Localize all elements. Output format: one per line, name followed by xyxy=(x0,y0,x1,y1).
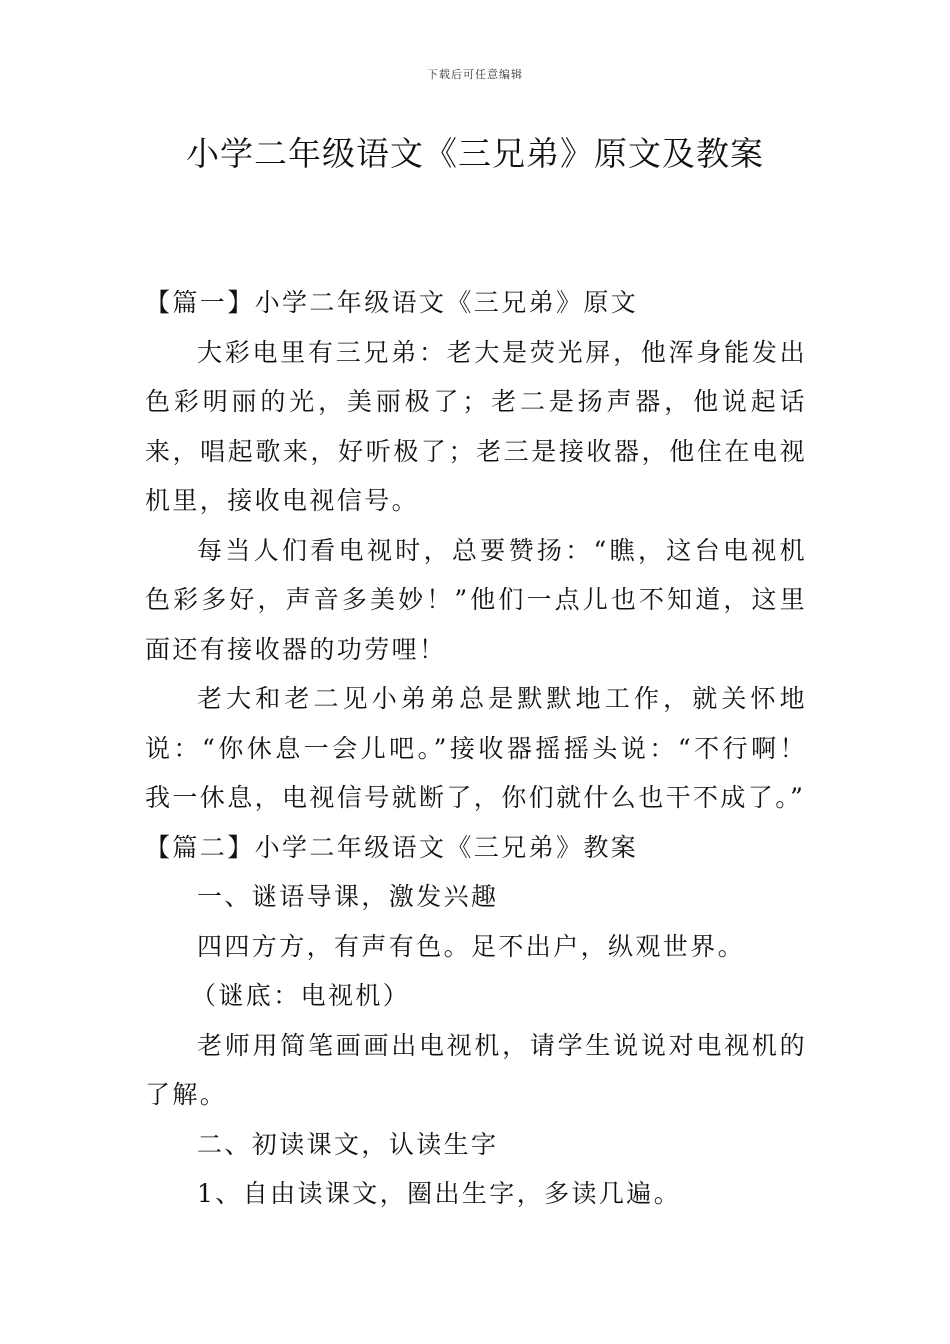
paragraph: 大彩电里有三兄弟：老大是荧光屏，他浑身能发出色彩明丽的光，美丽极了；老二是扬声器，他说起话来，唱起歌来，好听极了；老三是接收器，他住在电视机里，接收电视信号。 xyxy=(145,337,807,515)
paragraph: 四四方方，有声有色。足不出户，纵观世界。 xyxy=(197,931,746,961)
section-heading-1: 【篇一】小学二年级语文《三兄弟》原文 xyxy=(145,288,639,317)
section-heading-2: 【篇二】小学二年级语文《三兄弟》教案 xyxy=(145,832,639,862)
paragraph: 老师用简笔画画出电视机，请学生说说对电视机的了解。 xyxy=(145,1030,807,1109)
paragraph: 二、初读课文，认读生字 xyxy=(197,1129,499,1159)
document-title: 小学二年级语文《三兄弟》原文及教案 xyxy=(186,134,764,173)
paragraph: （谜底：电视机） xyxy=(191,981,411,1010)
document-body xyxy=(145,278,807,1219)
paragraph: 1、自由读课文，圈出生字，多读几遍。 xyxy=(197,1179,682,1208)
paragraph: 每当人们看电视时，总要赞扬：“瞧，这台电视机色彩多好，声音多美妙！”他们一点儿也不知道，这里面还有接收器的功劳哩！ xyxy=(145,535,807,664)
header-note: 下载后可任意编辑 xyxy=(427,68,523,81)
paragraph: 老大和老二见小弟弟总是默默地工作，就关怀地说：“你休息一会儿吧。”接收器摇摇头说：“不行啊！我一休息，电视信号就断了，你们就什么也干不成了。” xyxy=(145,684,807,812)
paragraph: 一、谜语导课，激发兴趣 xyxy=(197,882,499,911)
